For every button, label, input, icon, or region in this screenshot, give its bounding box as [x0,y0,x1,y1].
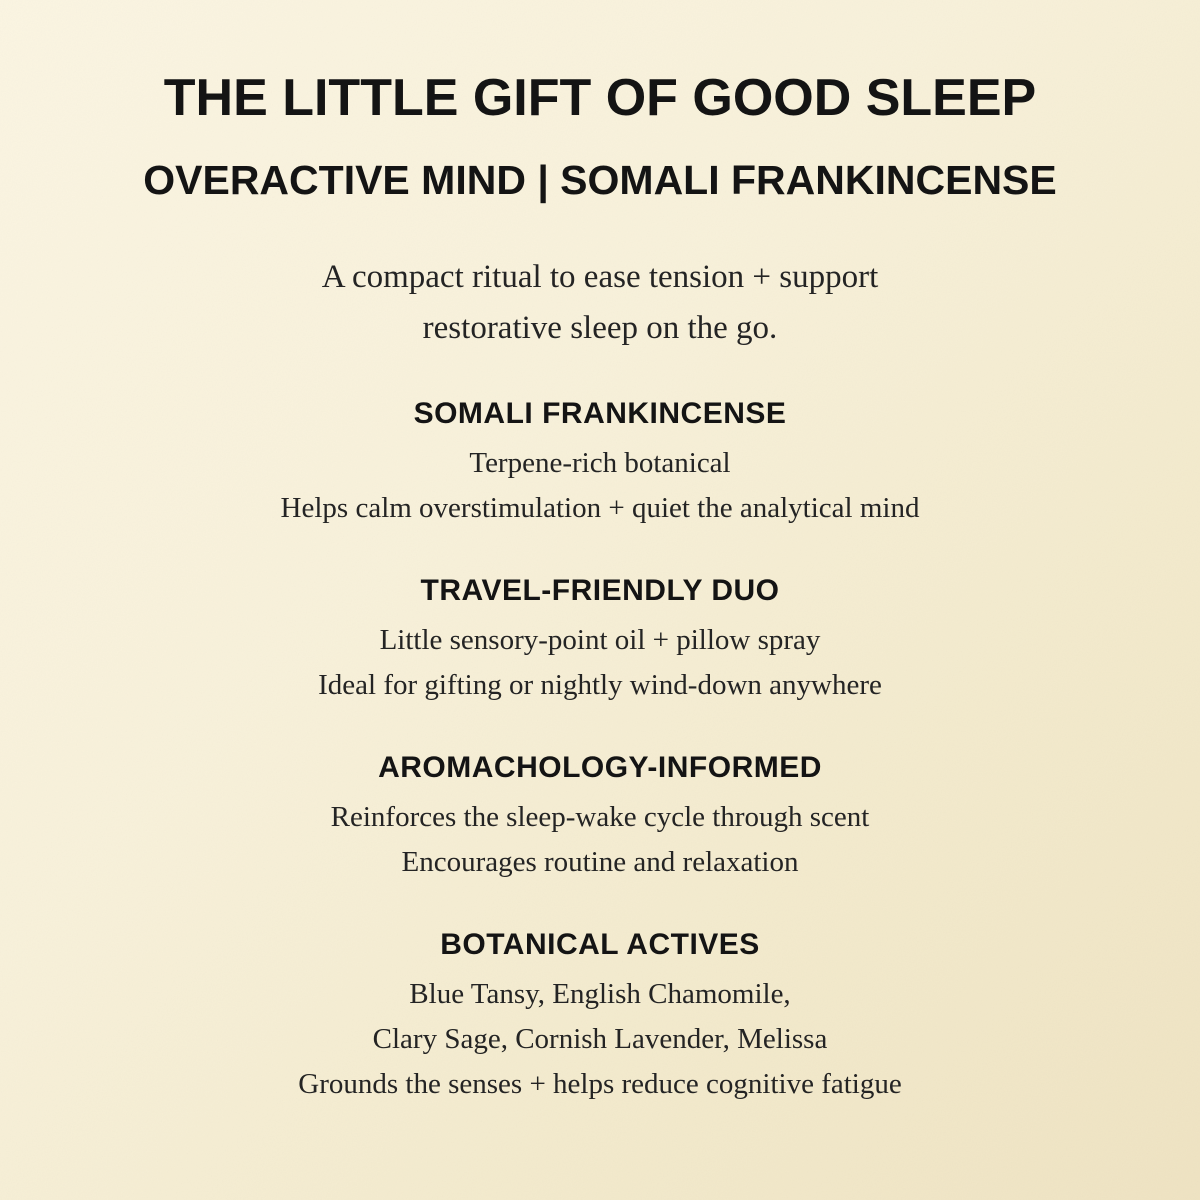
section-travel-friendly-duo [0,573,1200,708]
section-aromachology-informed [0,750,1200,885]
page-subtitle: OVERACTIVE MIND | SOMALI FRANKINCENSE [143,157,1057,204]
section-line: Little sensory-point oil + pillow spray [379,624,821,657]
section-line: Grounds the senses + helps reduce cognitive fatigue [298,1068,902,1101]
section-line: Encourages routine and relaxation [401,846,799,879]
section-heading-travel-friendly-duo: TRAVEL-FRIENDLY DUO [420,574,780,608]
intro-line-2: restorative sleep on the go. [422,310,778,347]
intro-line-1: A compact ritual to ease tension + support [321,259,879,296]
section-line: Reinforces the sleep-wake cycle through scent [330,801,870,834]
intro-paragraph [0,252,1200,354]
section-heading-somali-frankincense: SOMALI FRANKINCENSE [413,397,787,431]
section-botanical-actives [0,927,1200,1107]
section-heading-aromachology-informed: AROMACHOLOGY-INFORMED [378,751,822,785]
section-line: Clary Sage, Cornish Lavender, Melissa [372,1023,828,1056]
section-heading-botanical-actives: BOTANICAL ACTIVES [440,928,760,962]
page-title: THE LITTLE GIFT OF GOOD SLEEP [163,69,1037,127]
section-line: Ideal for gifting or nightly wind-down anywhere [318,669,882,702]
section-line: Blue Tansy, English Chamomile, [409,978,791,1011]
section-line: Helps calm overstimulation + quiet the analytical mind [280,492,920,525]
section-line: Terpene-rich botanical [469,447,731,480]
section-somali-frankincense [0,396,1200,531]
